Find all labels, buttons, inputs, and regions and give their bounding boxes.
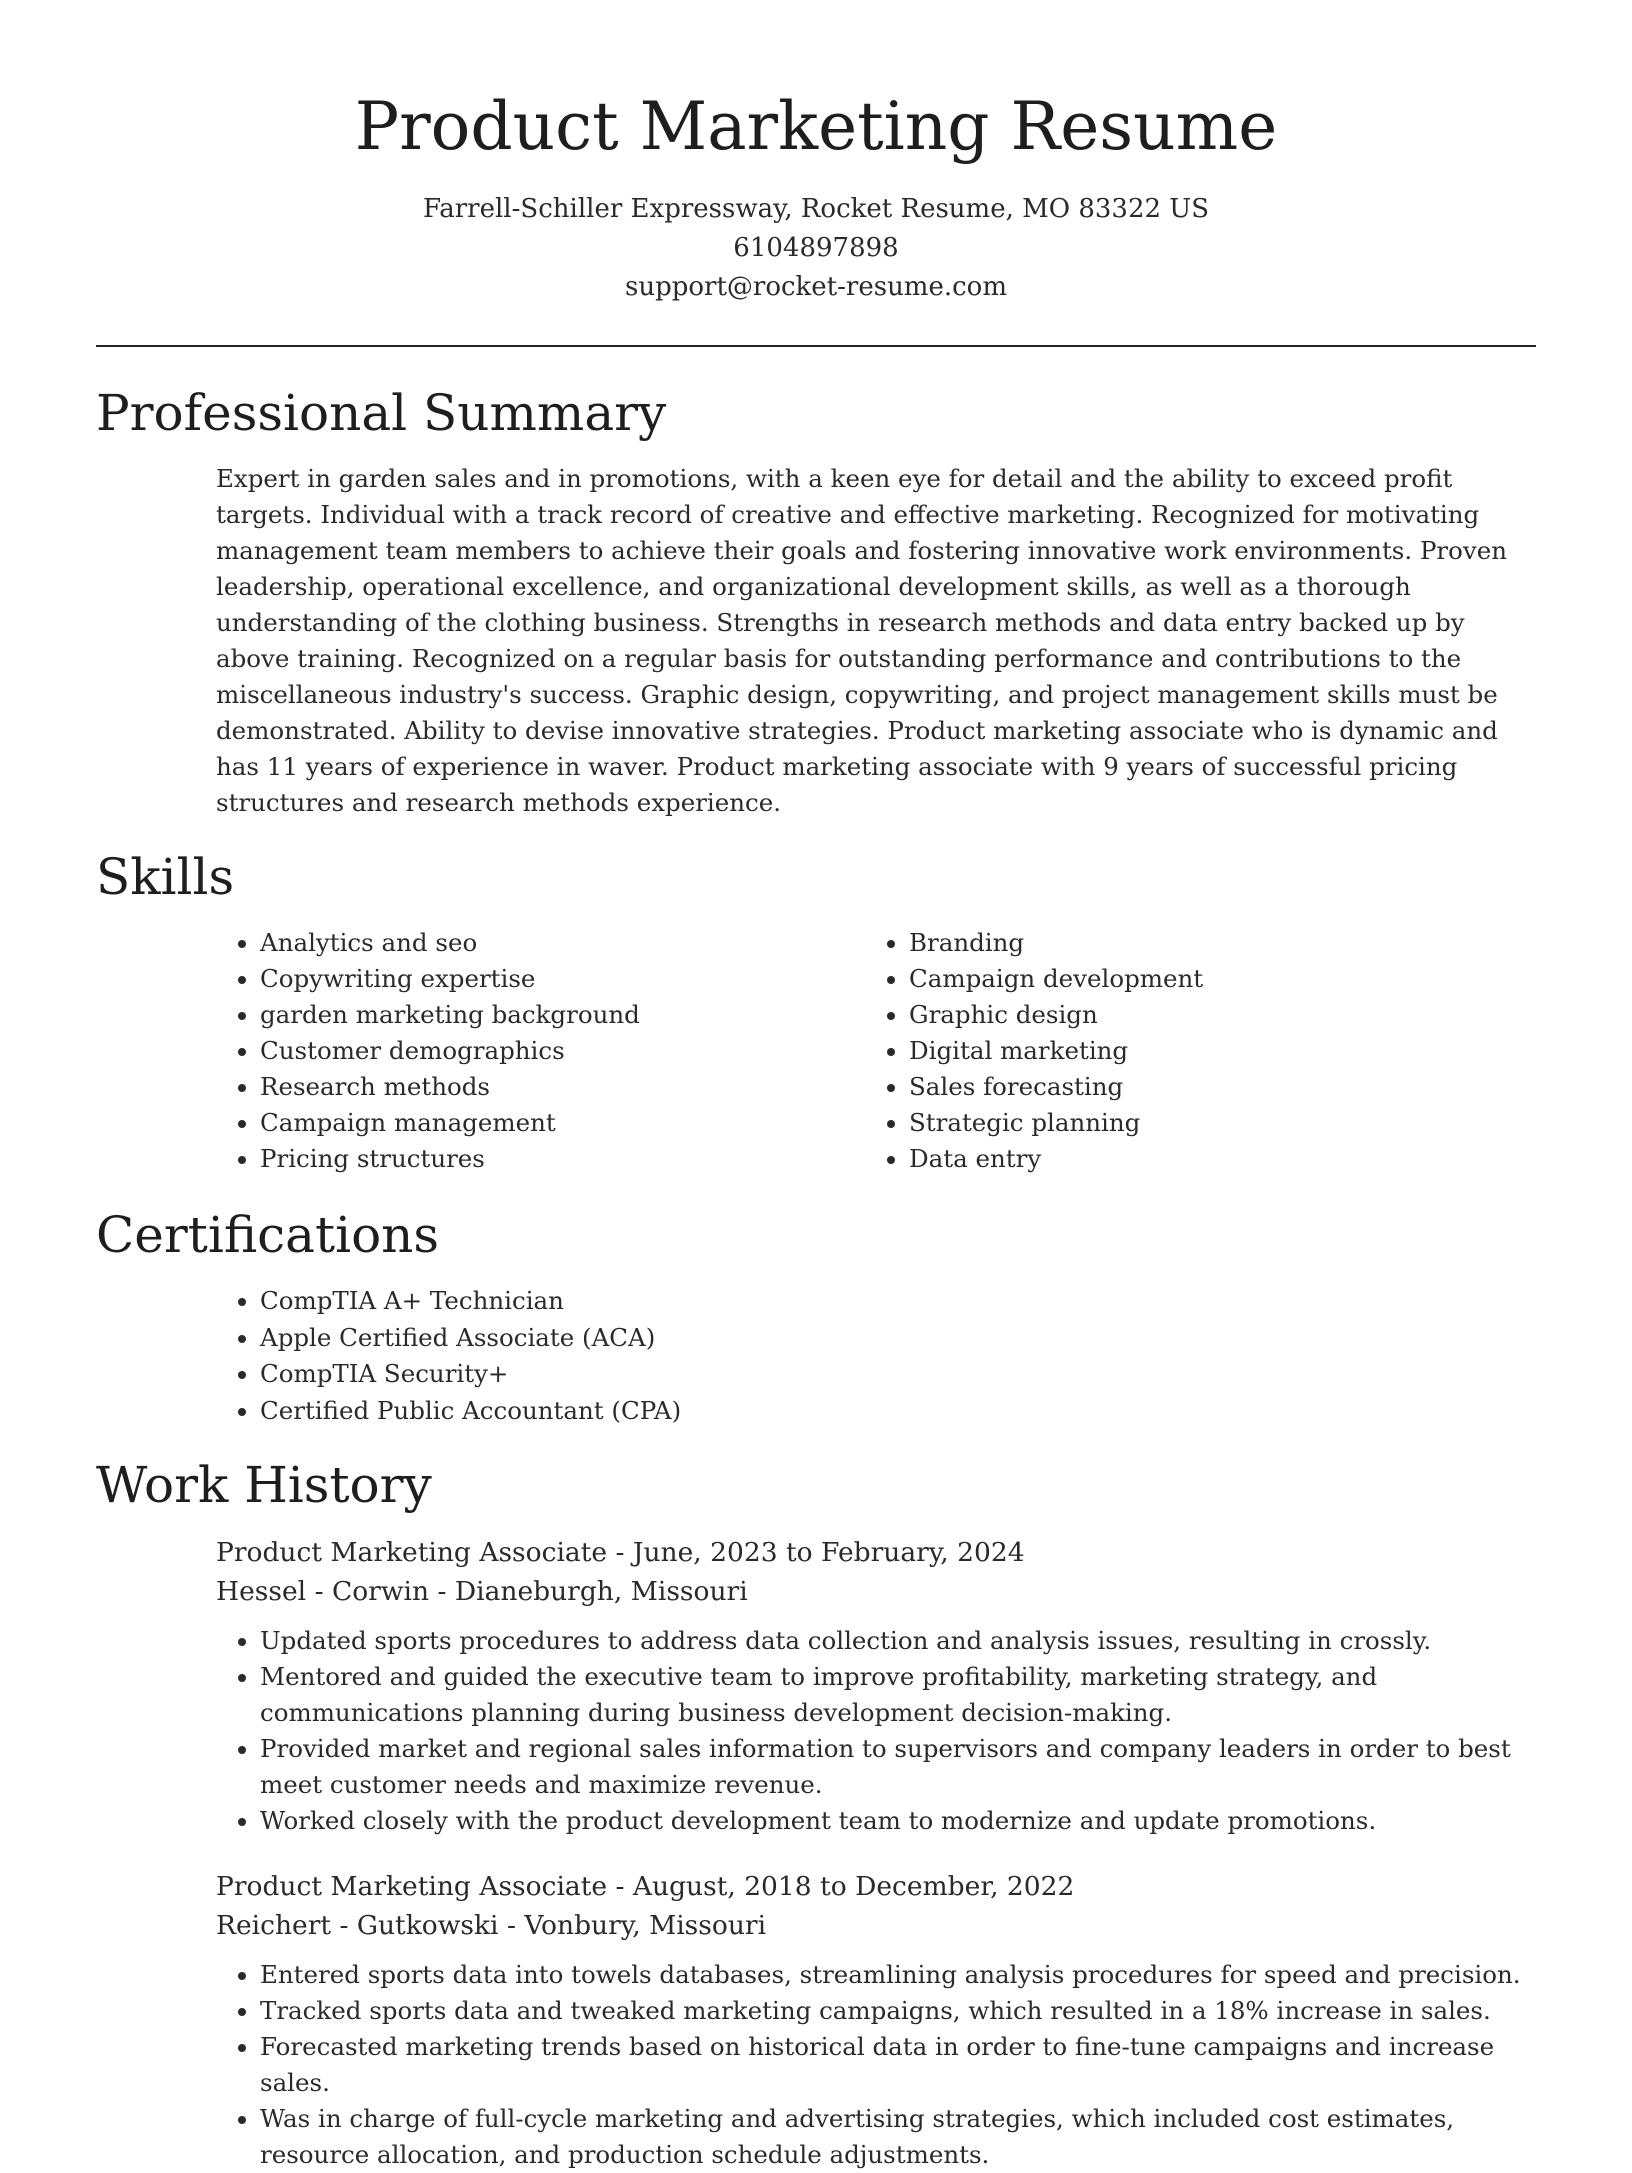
job-dates: - June, 2023 to February, 2024	[607, 1537, 1025, 1568]
job-company: Reichert - Gutkowski	[216, 1910, 499, 1941]
job-bullet: • Entered sports data into towels databases, streamlining analysis procedures for speed and precision.	[260, 1957, 1536, 1993]
work-history-heading: Work History	[96, 1456, 432, 1514]
skills-columns	[216, 925, 1536, 1177]
certification-item: • CompTIA Security+	[260, 1356, 1536, 1393]
header-divider	[96, 345, 1536, 347]
certifications-list	[216, 1283, 1536, 1429]
skill-item: • Sales forecasting	[909, 1069, 1514, 1105]
job-bullet: • Was in charge of full-cycle marketing and advertising strategies, which included cost estimates, resource allocation, and production schedule adjustments.	[260, 2101, 1536, 2173]
certification-item: • CompTIA A+ Technician	[260, 1283, 1536, 1320]
job-title-line	[216, 1867, 1536, 1906]
summary-text: Expert in garden sales and in promotions, with a keen eye for detail and the ability to exceed profit targets. Individual with a track record of creative and effective marketing. Recognized for motivating management team members to achieve their goals and fostering innovative work environments. Proven leadership, operational excellence, and organizational development skills, as well as a thorough understanding of the clothing business. Strengths in research methods and data entry backed up by above training. Recognized on a regular basis for outstanding performance and contributions to the miscellaneous industry's success. Graphic design, copywriting, and project management skills must be demonstrated. Ability to devise innovative strategies. Product marketing associate who is dynamic and has 11 years of experience in waver. Product marketing associate with 9 years of successful pricing structures and research methods experience.	[216, 464, 1508, 817]
skill-item: • Customer demographics	[260, 1033, 865, 1069]
skill-item: • Research methods	[260, 1069, 865, 1105]
job-title-line	[216, 1533, 1536, 1572]
contact-address: Farrell-Schiller Expressway, Rocket Resume, MO 83322 US	[422, 194, 1210, 224]
skill-item: • Strategic planning	[909, 1105, 1514, 1141]
skill-item: • Copywriting expertise	[260, 961, 865, 997]
job-bullets	[216, 1623, 1536, 1839]
skill-item: • Analytics and seo	[260, 925, 865, 961]
certification-item: • Certified Public Accountant (CPA)	[260, 1393, 1536, 1430]
job-bullet: • Mentored and guided the executive team to improve profitability, marketing strategy, and communications planning during business development decision-making.	[260, 1659, 1536, 1731]
job-bullet: • Forecasted marketing trends based on historical data in order to fine-tune campaigns and increase sales.	[260, 2029, 1536, 2101]
skills-heading: Skills	[96, 848, 235, 906]
skill-item: • Campaign development	[909, 961, 1514, 997]
skills-list-right	[865, 925, 1514, 1177]
skill-item: • Branding	[909, 925, 1514, 961]
job-location: - Dianeburgh, Missouri	[429, 1576, 748, 1607]
skill-item: • Pricing structures	[260, 1141, 865, 1177]
skills-list-left	[216, 925, 865, 1177]
job-bullet: • Provided market and regional sales information to supervisors and company leaders in order to best meet customer needs and maximize revenue.	[260, 1731, 1536, 1803]
resume-title: Product Marketing Resume	[354, 88, 1278, 165]
skill-item: • garden marketing background	[260, 997, 865, 1033]
job-bullet: • Tracked sports data and tweaked marketing campaigns, which resulted in a 18% increase in sales.	[260, 1993, 1536, 2029]
job-bullets	[216, 1957, 1536, 2173]
resume-page	[96, 0, 1536, 2173]
contact-info	[96, 190, 1536, 307]
contact-phone: 6104897898	[733, 233, 899, 263]
skill-item: • Campaign management	[260, 1105, 865, 1141]
skill-item: • Digital marketing	[909, 1033, 1514, 1069]
job-entry	[216, 1867, 1536, 2173]
job-company: Hessel - Corwin	[216, 1576, 430, 1607]
job-entry	[216, 1533, 1536, 1839]
job-bullet: • Updated sports procedures to address data collection and analysis issues, resulting in crossly.	[260, 1623, 1536, 1659]
job-title: Product Marketing Associate	[216, 1871, 608, 1902]
skill-item: • Graphic design	[909, 997, 1514, 1033]
resume-header	[96, 0, 1536, 307]
certification-item: • Apple Certified Associate (ACA)	[260, 1320, 1536, 1357]
job-company-line	[216, 1572, 1536, 1611]
job-company-line	[216, 1906, 1536, 1945]
job-location: - Vonbury, Missouri	[498, 1910, 767, 1941]
certifications-heading: Certifications	[96, 1206, 440, 1264]
skill-item: • Data entry	[909, 1141, 1514, 1177]
summary-heading: Professional Summary	[96, 384, 667, 442]
contact-email[interactable]: support@rocket-resume.com	[624, 272, 1007, 302]
job-dates: - August, 2018 to December, 2022	[607, 1871, 1075, 1902]
job-bullet: • Worked closely with the product development team to modernize and update promotions.	[260, 1803, 1536, 1839]
job-title: Product Marketing Associate	[216, 1537, 608, 1568]
